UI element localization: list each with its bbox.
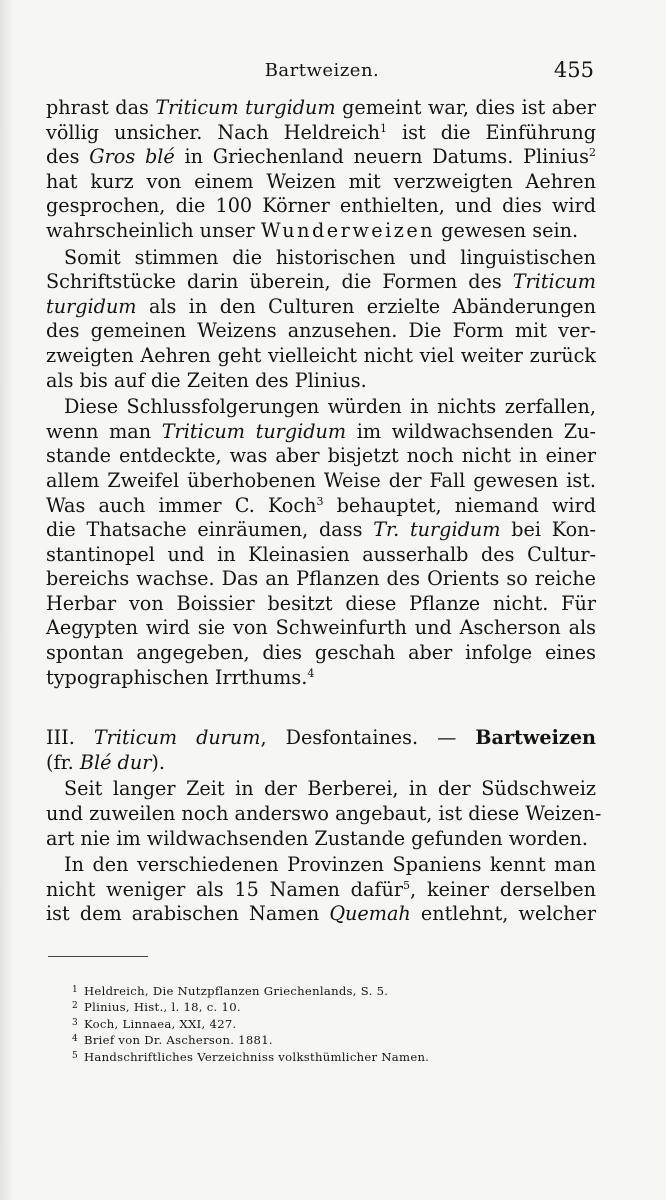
page-header	[48, 58, 596, 88]
italic-text: Triticum	[512, 270, 596, 294]
text-line	[46, 494, 596, 519]
text-run: allem Zweifel überhobenen Weise der Fall gewesen ist.	[46, 468, 596, 492]
text-run: des gemeinen Weizens anzusehen. Die Form mit ver-	[46, 319, 596, 343]
text-run: stantinopel und in Kleinasien ausserhalb des Cultur-	[46, 542, 596, 566]
text-run: im wildwachsenden Zu-	[346, 419, 596, 443]
footnotes	[72, 983, 542, 1065]
text-line	[46, 543, 596, 568]
text-run: behauptet, niemand wird	[323, 493, 597, 517]
text-line	[46, 270, 596, 295]
footnote-number: 4	[72, 1034, 79, 1045]
text-line	[46, 319, 596, 344]
footnote-marker: 3	[316, 494, 324, 508]
text-line	[46, 395, 596, 420]
footnote-number: 5	[72, 1050, 79, 1061]
text-line	[46, 641, 596, 666]
page-number: 455	[553, 58, 594, 82]
text-run: gemeint war, dies ist aber	[335, 96, 596, 119]
text-run: wahrscheinlich unser	[46, 218, 261, 242]
text-run: Herbar von Boissier besitzt diese Pflanze nicht. Für	[46, 591, 596, 615]
footnote	[72, 999, 542, 1015]
text-line	[46, 246, 596, 271]
italic-text: Blé dur	[79, 750, 152, 774]
italic-text: Triticum durum	[93, 726, 261, 750]
text-line	[46, 853, 596, 878]
text-line	[46, 121, 596, 146]
text-run: art nie im wildwachsenden Zustande gefunden worden.	[46, 826, 588, 850]
paragraph	[46, 853, 596, 927]
text-run: Aegypten wird sie von Schweinfurth und Ascherson als	[46, 616, 596, 640]
text-run: (fr.	[46, 750, 80, 774]
text-run: , keiner derselben	[410, 877, 596, 901]
footnote	[72, 1032, 542, 1048]
footnote-text: Brief von Dr. Ascherson. 1881.	[84, 1033, 273, 1048]
text-line	[46, 219, 596, 244]
paragraph	[46, 96, 596, 244]
text-run: ).	[151, 750, 165, 774]
section-heading	[46, 726, 596, 775]
text-line	[46, 295, 596, 320]
text-line	[46, 666, 596, 691]
text-run: ist dem arabischen Namen	[46, 902, 330, 926]
text-run: III.	[46, 726, 94, 750]
footnote-marker: 2	[588, 146, 596, 160]
text-run: phrast das	[46, 96, 156, 119]
text-run: In den verschiedenen Provinzen Spaniens kennt man	[64, 853, 596, 877]
italic-text: Triticum turgidum	[155, 96, 336, 119]
text-run: Somit stimmen die historischen und linguistischen	[64, 245, 596, 269]
section-title: Bartweizen	[475, 726, 596, 750]
text-line	[46, 170, 596, 195]
text-run: Seit langer Zeit in der Berberei, in der Südschweiz	[64, 777, 596, 801]
text-run: Diese Schlussfolgerungen würden in nichts zerfallen,	[64, 395, 596, 419]
text-line	[46, 751, 596, 776]
text-line	[46, 518, 596, 543]
footnote-marker: 4	[307, 666, 315, 680]
running-title: Bartweizen.	[264, 60, 380, 81]
text-run: gewesen sein.	[435, 218, 579, 242]
footnote-text: Handschriftliches Verzeichniss volksthümlicher Namen.	[84, 1049, 430, 1064]
text-run: Schriftstücke darin überein, die Formen des	[46, 270, 513, 294]
text-run: als bis auf die Zeiten des Plinius.	[46, 368, 367, 392]
italic-text: Gros blé	[89, 145, 175, 169]
paragraph	[46, 395, 596, 690]
page-edge-shadow	[0, 0, 14, 1200]
text-run: gesprochen, die 100 Körner enthielten, und dies wird	[46, 194, 596, 218]
text-line	[46, 592, 596, 617]
italic-text: Quemah	[329, 902, 411, 926]
footnote-rule	[48, 956, 148, 957]
text-run: hat kurz von einem Weizen mit verzweigten Aehren	[46, 169, 596, 193]
text-run: bereichs wachse. Das an Pflanzen des Orients so reiche	[46, 567, 596, 591]
text-line	[46, 567, 596, 592]
text-run: wenn man	[46, 419, 162, 443]
text-line	[46, 902, 596, 927]
text-line	[46, 827, 596, 852]
footnote-number: 2	[72, 1001, 79, 1012]
text-line	[46, 344, 596, 369]
text-line	[46, 145, 596, 170]
text-line	[46, 878, 596, 903]
footnote-text: Plinius, Hist., l. 18, c. 10.	[84, 1000, 241, 1015]
text-run: , Desfontaines. —	[260, 726, 476, 750]
text-run: und zuweilen noch anderswo angebaut, ist diese Weizen-	[46, 802, 602, 826]
text-line	[46, 802, 602, 827]
text-run: völlig unsicher. Nach Heldreich	[46, 120, 381, 144]
text-run: stande entdeckte, was aber bisjetzt noch nicht in einer	[46, 444, 596, 468]
text-line	[46, 616, 596, 641]
spaced-emphasis-text: Wunderweizen	[260, 218, 436, 242]
text-line	[46, 369, 596, 394]
italic-text: Triticum turgidum	[161, 419, 347, 443]
text-run: als in den Culturen erzielte Abänderungen	[136, 294, 596, 318]
paragraph	[46, 246, 596, 394]
italic-text: turgidum	[46, 294, 137, 318]
text-run: entlehnt, welcher	[410, 902, 596, 926]
text-line	[46, 469, 596, 494]
text-line	[46, 444, 596, 469]
text-line	[46, 194, 596, 219]
footnote	[72, 1049, 542, 1065]
text-run: spontan angegeben, dies geschah aber infolge eines	[46, 641, 596, 665]
text-run: ist die Einführung	[387, 120, 596, 144]
footnote-marker: 1	[380, 121, 388, 135]
text-run: typographischen Irrthums.	[46, 665, 308, 689]
text-run: zweigten Aehren geht vielleicht nicht viel weiter zurück	[46, 343, 596, 367]
text-run: Was auch immer C. Koch	[46, 493, 317, 517]
paragraph	[46, 777, 602, 851]
footnote	[72, 983, 542, 999]
text-run: in Griechenland neuern Datums. Plinius	[174, 145, 589, 169]
text-run: bei Kon-	[500, 518, 597, 542]
footnote-marker: 5	[403, 878, 411, 892]
text-run: des	[46, 145, 90, 169]
italic-text: Tr. turgidum	[373, 518, 501, 542]
text-line	[46, 420, 596, 445]
text-line	[46, 726, 596, 751]
footnote-number: 3	[72, 1017, 79, 1028]
footnote-number: 1	[72, 985, 79, 995]
text-line	[46, 96, 596, 121]
footnote-text: Koch, Linnaea, XXI, 427.	[84, 1016, 237, 1031]
body-text	[46, 96, 602, 927]
text-run: nicht weniger als 15 Namen dafür	[46, 877, 404, 901]
text-run: die Thatsache einräumen, dass	[46, 518, 374, 542]
footnote	[72, 1016, 542, 1032]
footnote-text: Heldreich, Die Nutzpflanzen Griechenlands, S. 5.	[84, 984, 389, 998]
section-gap	[46, 690, 596, 726]
text-line	[46, 777, 596, 802]
